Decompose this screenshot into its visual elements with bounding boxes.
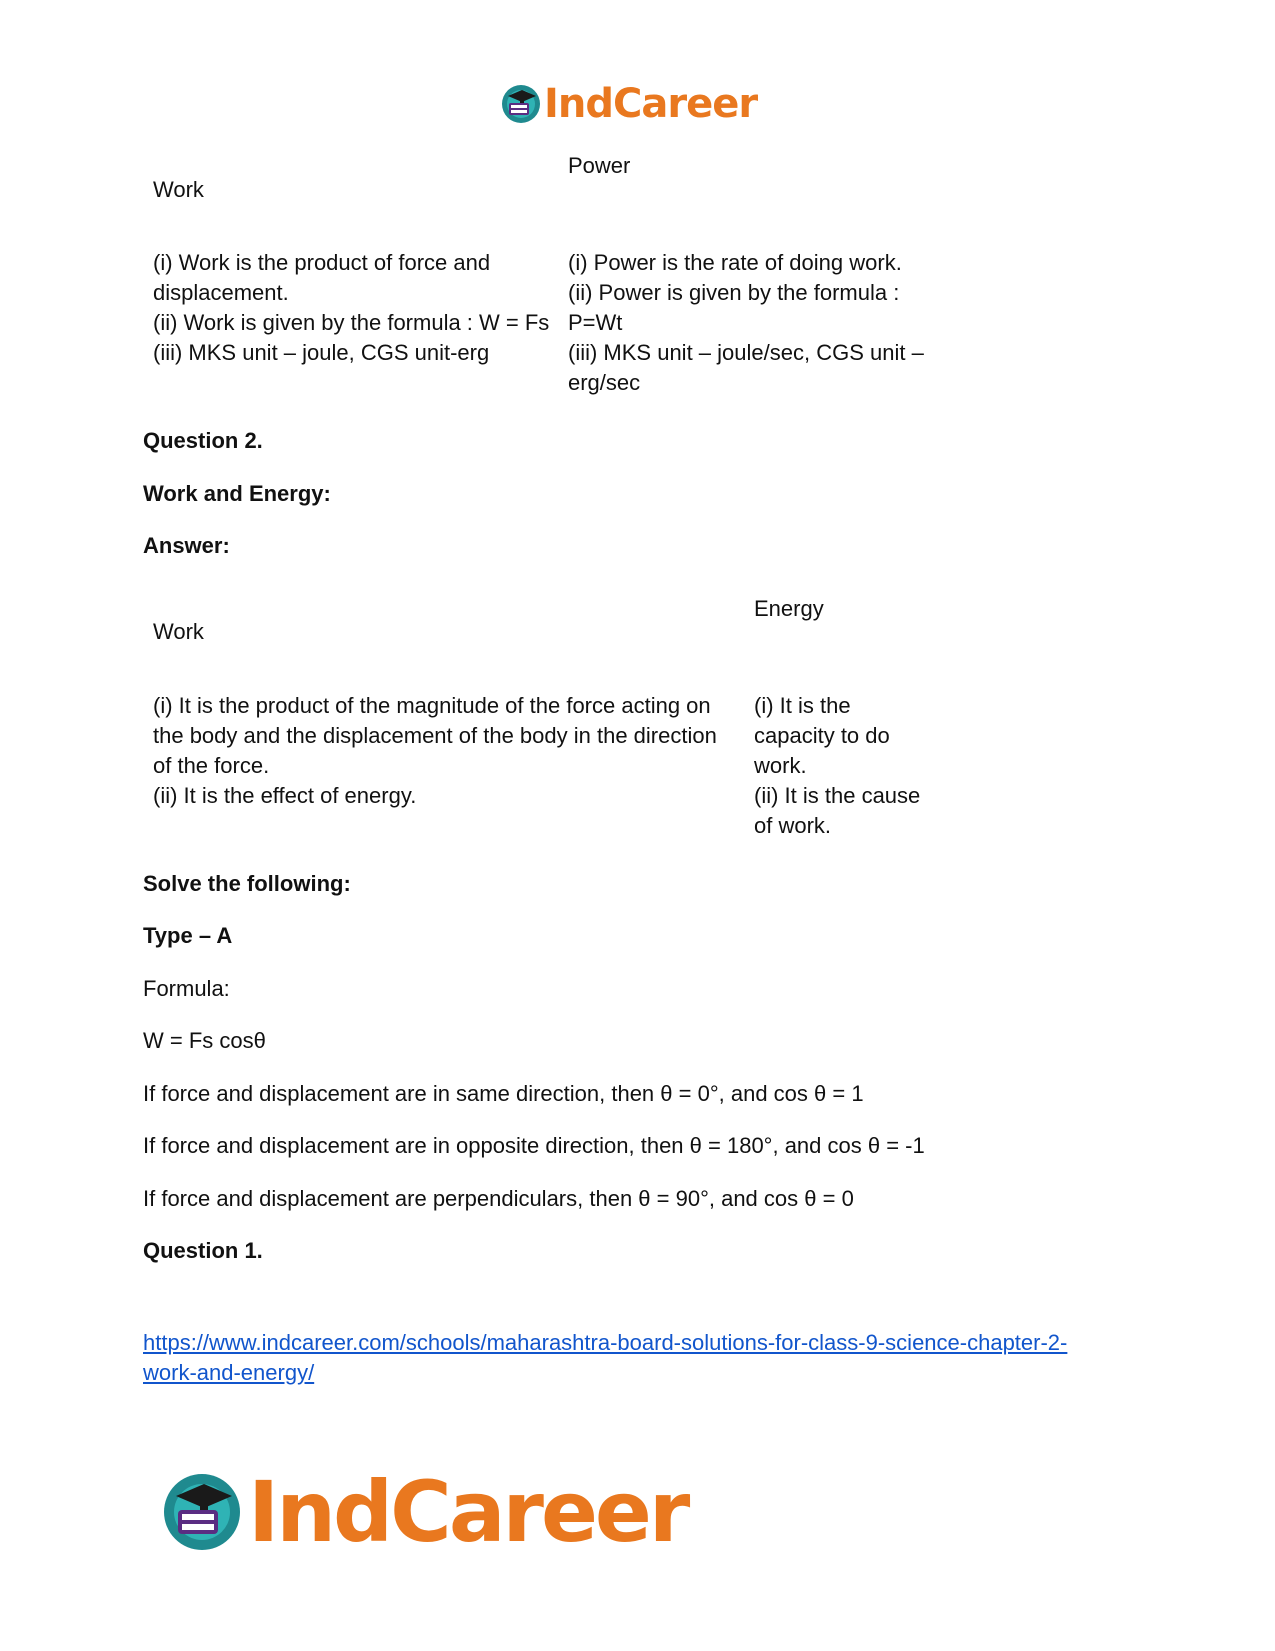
formula-label: Formula: xyxy=(143,976,230,1001)
graduation-book-icon xyxy=(160,1470,244,1554)
table2-col2-line: of work. xyxy=(754,813,832,838)
table1-col2-line: (i) Power is the rate of doing work. xyxy=(568,250,902,275)
footer-link-line[interactable]: https://www.indcareer.com/schools/maharashtra-board-solutions-for-class-9-science-chapter-2- xyxy=(143,1330,1068,1355)
table2-col1-line: of the force. xyxy=(153,753,270,778)
footer-link-line[interactable]: work-and-energy/ xyxy=(143,1360,315,1385)
table1-col1-header: Work xyxy=(153,177,204,202)
table2-col2-line: work. xyxy=(754,753,807,778)
table1-col2-line: erg/sec xyxy=(568,370,641,395)
formula-text: W = Fs cosθ xyxy=(143,1028,266,1053)
table1-col2-line: (iii) MKS unit – joule/sec, CGS unit – xyxy=(568,340,924,365)
question-1-heading: Question 1. xyxy=(143,1238,263,1263)
table2-col1-header: Work xyxy=(153,619,204,644)
type-heading: Type – A xyxy=(143,923,233,948)
header-logo xyxy=(500,80,757,128)
rule-perpendicular: If force and displacement are perpendiculars, then θ = 90°, and cos θ = 0 xyxy=(143,1186,854,1211)
table1-col2-cell xyxy=(568,248,924,398)
footer-logo xyxy=(160,1462,687,1562)
table1-col2-line: P=Wt xyxy=(568,310,623,335)
table2-col1-line: the body and the displacement of the body in the direction xyxy=(153,723,717,748)
table2-col2-line: capacity to do xyxy=(754,723,890,748)
table1-col1-line: (ii) Work is given by the formula : W = Fs xyxy=(153,310,550,335)
footer-logo-text: IndCareer xyxy=(248,1463,688,1561)
answer-label: Answer: xyxy=(143,533,230,558)
rule-opposite-direction: If force and displacement are in opposite direction, then θ = 180°, and cos θ = -1 xyxy=(143,1133,925,1158)
graduation-book-icon xyxy=(500,83,542,125)
question-2-title: Work and Energy: xyxy=(143,481,331,506)
table1-col1-line: (iii) MKS unit – joule, CGS unit-erg xyxy=(153,340,490,365)
table2-col1-line: (i) It is the product of the magnitude of the force acting on xyxy=(153,693,711,718)
table2-col2-header: Energy xyxy=(754,596,824,621)
table1-col1-line: displacement. xyxy=(153,280,289,305)
rule-same-direction: If force and displacement are in same direction, then θ = 0°, and cos θ = 1 xyxy=(143,1081,864,1106)
solve-heading: Solve the following: xyxy=(143,871,351,896)
header-logo-text: IndCareer xyxy=(544,81,758,127)
table2-col2-cell xyxy=(754,691,920,841)
table2-col2-line: (ii) It is the cause xyxy=(754,783,921,808)
question-2-heading: Question 2. xyxy=(143,428,263,453)
footer-link[interactable] xyxy=(143,1328,1067,1388)
table1-col1-line: (i) Work is the product of force and xyxy=(153,250,491,275)
table2-col1-line: (ii) It is the effect of energy. xyxy=(153,783,417,808)
table1-col2-line: (ii) Power is given by the formula : xyxy=(568,280,900,305)
table2-col2-line: (i) It is the xyxy=(754,693,851,718)
table1-col2-header: Power xyxy=(568,153,631,178)
table2-col1-cell xyxy=(153,691,717,811)
table1-col1-cell xyxy=(153,248,549,368)
